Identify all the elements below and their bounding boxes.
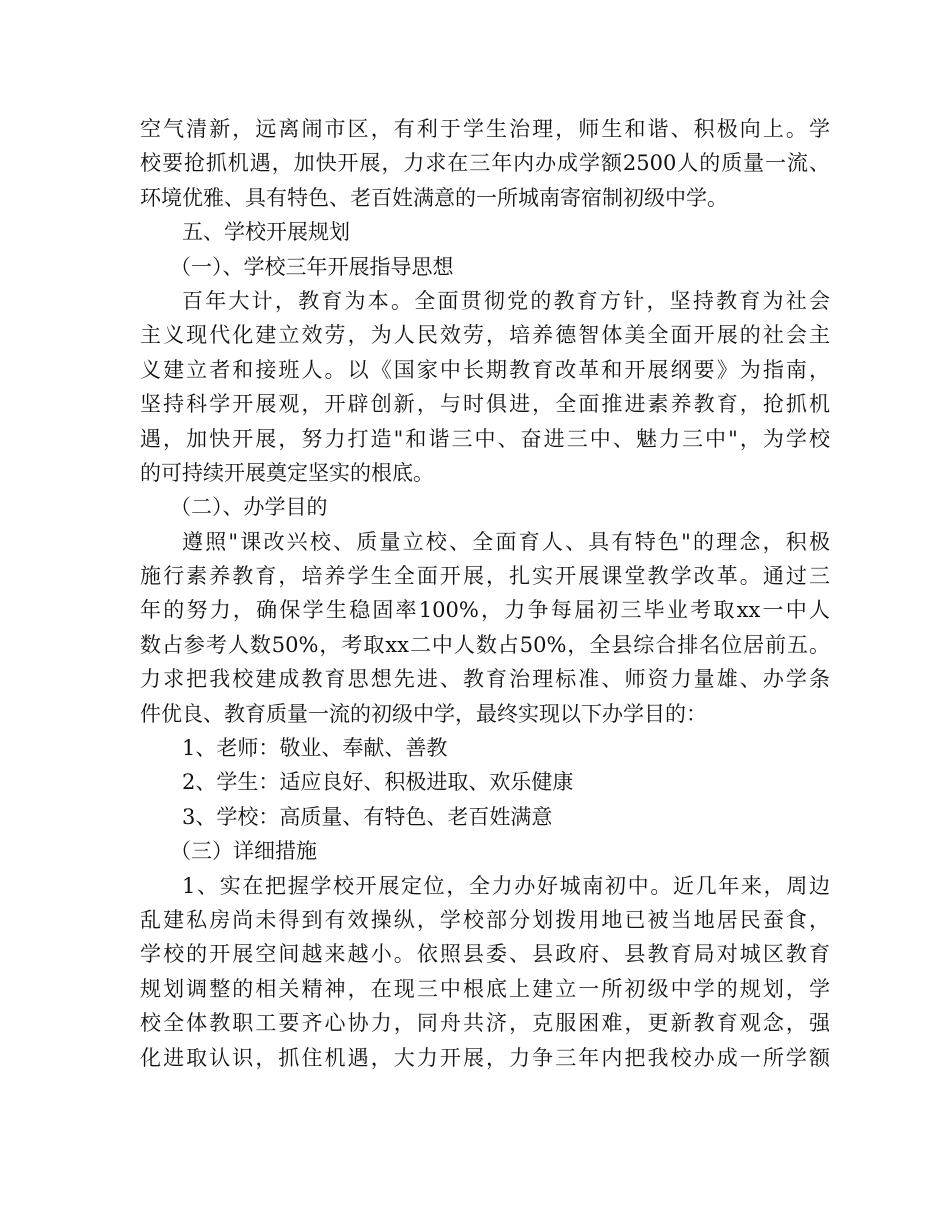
paragraph-line: 校全体教职工要齐心协力，同舟共济，克服困难，更新教育观念，强	[140, 1011, 830, 1036]
paragraph-line: 的可持续开展奠定坚实的根底。	[140, 460, 434, 485]
paragraph-line: 环境优雅、具有特色、老百姓满意的一所城南寄宿制初级中学。	[140, 185, 728, 210]
subsection-heading: （二）、办学目的	[170, 495, 328, 520]
paragraph-line: 义建立者和接班人。以《国家中长期教育改革和开展纲要》为指南，	[140, 357, 830, 382]
paragraph-line: 学校的开展空间越来越小。依照县委、县政府、县教育局对城区教育	[140, 942, 830, 967]
paragraph-line: 力求把我校建成教育思想先进、教育治理标准、师资力量雄、办学条	[140, 667, 830, 692]
subsection-heading: （一）、学校三年开展指导思想	[170, 254, 454, 279]
paragraph-line: 校要抢抓机遇，加快开展，力求在三年内办成学额2500人的质量一流、	[140, 151, 830, 176]
list-item: 3、学校：高质量、有特色、老百姓满意	[182, 804, 553, 829]
paragraph-line: 年的努力，确保学生稳固率100%，力争每届初三毕业考取xx一中人	[140, 598, 830, 623]
list-item: 1、老师：敬业、奉献、善教	[182, 736, 448, 761]
paragraph-line: 规划调整的相关精神，在现三中根底上建立一所初级中学的规划，学	[140, 976, 830, 1001]
paragraph-line: 空气清新，远离闹市区，有利于学生治理，师生和谐、积极向上。学	[140, 117, 830, 141]
subsection-heading: （三）详细措施	[170, 839, 317, 864]
paragraph-line: 坚持科学开展观，开辟创新，与时俱进，全面推进素养教育，抢抓机	[140, 392, 830, 417]
paragraph-line: 主义现代化建立效劳，为人民效劳，培养德智体美全面开展的社会主	[140, 323, 830, 348]
list-item: 2、学生：适应良好、积极进取、欢乐健康	[182, 770, 574, 795]
document-body	[140, 112, 830, 1075]
paragraph-line: 百年大计，教育为本。全面贯彻党的教育方针，坚持教育为社会	[182, 288, 830, 313]
paragraph-line: 化进取认识，抓住机遇，大力开展，力争三年内把我校办成一所学额	[140, 1045, 830, 1070]
paragraph-line: 数占参考人数50%，考取xx二中人数占50%，全县综合排名位居前五。	[140, 632, 830, 657]
paragraph-line: 1、实在把握学校开展定位，全力办好城南初中。近几年来，周边	[182, 873, 830, 898]
paragraph-line: 件优良、教育质量一流的初级中学，最终实现以下办学目的：	[140, 701, 707, 726]
paragraph-line: 遇，加快开展，努力打造"和谐三中、奋进三中、魅力三中"，为学校	[140, 426, 830, 451]
paragraph-line: 乱建私房尚未得到有效操纵，学校部分划拨用地已被当地居民蚕食，	[140, 907, 830, 932]
section-heading: 五、学校开展规划	[182, 220, 350, 245]
paragraph-line: 施行素养教育，培养学生全面开展，扎实开展课堂教学改革。通过三	[140, 564, 830, 589]
paragraph-line: 遵照"课改兴校、质量立校、全面育人、具有特色"的理念，积极	[182, 529, 830, 554]
